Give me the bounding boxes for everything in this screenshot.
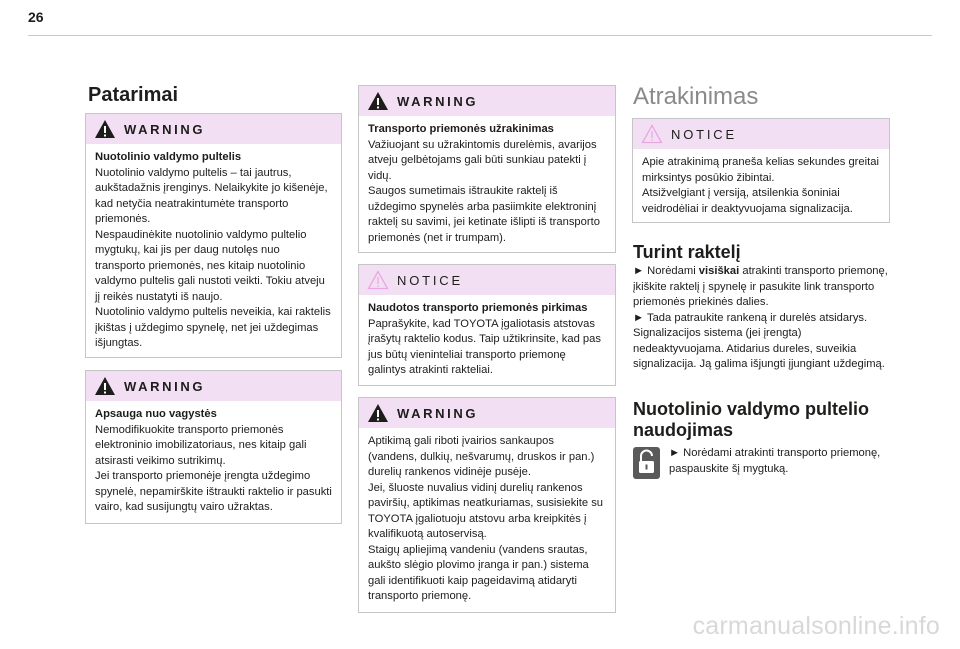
warning-icon xyxy=(94,376,116,396)
warning-icon xyxy=(94,119,116,139)
box-text: Važiuojant su užrakintomis durelėmis, avarijos atveju gelbėtojams gali būti sunkiau patekti į vidų. Saugos sumetimais ištraukite raktelį iš uždegimo spynelės arba pasiimkite elektroninį raktelį su savimi, jei ketinate išlipti iš transporto priemonės (net ir trumpam). xyxy=(368,138,600,244)
notice-icon xyxy=(367,270,389,290)
box-text: Nemodifikuokite transporto priemonės elektroninio imobilizatoriaus, nes kitaip gali atsirasti veikimo sutrikimų. Jei transporto priemonėje įrengta uždegimo spynelė, nepamirškite ištraukti raktelio ir pasukti vairo, kad susijungtų vairo užraktas. xyxy=(95,423,332,513)
watermark: carmanualsonline.info xyxy=(692,612,940,640)
warning-box-remote xyxy=(85,113,342,358)
notice-header xyxy=(359,265,615,295)
box-title: Naudotos transporto priemonės pirkimas xyxy=(368,302,588,314)
notice-icon xyxy=(641,124,663,144)
step-emphasis: visiškai xyxy=(698,265,740,277)
warning-icon xyxy=(367,91,389,111)
warning-header xyxy=(86,114,341,144)
remote-instruction xyxy=(669,446,889,477)
warning-header xyxy=(359,86,615,116)
box-title: Apsauga nuo vagystės xyxy=(95,408,217,420)
subsection-title-remote: Nuotolinio valdymo pultelio naudojimas xyxy=(633,399,869,440)
warning-box-theft xyxy=(85,370,342,524)
box-text: Apie atrakinimą praneša kelias sekundes greitai mirksintys posūkio žibintai. Atsižvelgiant į versiją, atsilenkia šoniniai veidrodėliai ir deaktyvuojama signalizacija. xyxy=(642,156,879,215)
box-title: Transporto priemonės užrakinimas xyxy=(368,123,554,135)
box-text: Aptikimą gali riboti įvairios sankaupos (vandens, dulkių, nešvarumų, druskos ir pan.) durelių rankenos vidinėje pusėje. Jei, šluoste nuvalius vidinį durelių rankenos paviršių, aptikimas neatkuriamas, susisiekite su TOYOTA įgaliotuoju atstovu arba kreipkitės į kvalifikuotą autoservisą. Staigų apliejimą vandeniu (vandens srautas, aukšto slėgio plovimo įranga ir pan.) sistema gali identifikuoti kaip pageidavimą atidaryti transporto priemonę. xyxy=(368,435,604,602)
warning-icon xyxy=(367,403,389,423)
key-instructions xyxy=(633,264,895,373)
page-number: 26 xyxy=(28,9,44,25)
notice-header xyxy=(633,119,889,149)
box-text: Paprašykite, kad TOYOTA įgaliotasis atstovas įrašytų raktelio kodus. Taip užtikrinsite, kad pas jus būtų vieninteliai transporto priemonę galintys atrakinti rakteliai. xyxy=(368,317,601,376)
step-text: atrakinti transporto priemonę, įkiškite raktelį į spynelę ir pasukite link transporto priemonės priekinės dalies. xyxy=(633,265,888,308)
notice-label: NOTICE xyxy=(671,126,737,142)
warning-label: WARNING xyxy=(124,121,206,137)
step-text: ► Tada patraukite rankeną ir durelės atsidarys. Signalizacijos sistema (jei įrengta) nedeaktyvuojama. Atidarius dureles, suveikia signalizacija. Ją galima išjungti įjungiant uždegimą. xyxy=(633,311,885,370)
notice-box-used-vehicle xyxy=(358,264,616,386)
notice-label: NOTICE xyxy=(397,272,463,288)
step-text: ► Norėdami xyxy=(633,265,699,277)
warning-label: WARNING xyxy=(397,93,479,109)
warning-label: WARNING xyxy=(124,378,206,394)
section-title-patarimai: Patarimai xyxy=(88,84,179,106)
subsection-title-key: Turint raktelį xyxy=(633,242,741,262)
header-rule xyxy=(28,35,932,36)
section-title-atrakinimas: Atrakinimas xyxy=(633,83,759,110)
step-text: ► Norėdami atrakinti transporto priemonę, paspauskite šį mygtuką. xyxy=(669,447,881,475)
warning-box-locking xyxy=(358,85,616,253)
notice-box-unlocking xyxy=(632,118,890,223)
warning-header xyxy=(86,371,341,401)
warning-label: WARNING xyxy=(397,405,479,421)
unlock-button-icon xyxy=(633,447,660,479)
box-title: Nuotolinio valdymo pultelis xyxy=(95,151,242,163)
warning-box-detection xyxy=(358,397,616,613)
warning-header xyxy=(359,398,615,428)
box-text: Nuotolinio valdymo pultelis – tai jautrus, aukštadažnis įrenginys. Nelaikykite jo kišenėje, kad netyčia neatrakintumėte transporto priemonės. Nespaudinėkite nuotolinio valdymo pultelio mygtukų, kai jis per daug nutolęs nuo transporto priemonės, nes kitaip nuotolinio valdymo pultelis gali nustoti veikti. Tokiu atveju jį reikės nustatyti iš naujo. Nuotolinio valdymo pultelis neveikia, kai raktelis įkištas į uždegimo spynelę, net jei uždegimas išjungtas. xyxy=(95,166,331,349)
